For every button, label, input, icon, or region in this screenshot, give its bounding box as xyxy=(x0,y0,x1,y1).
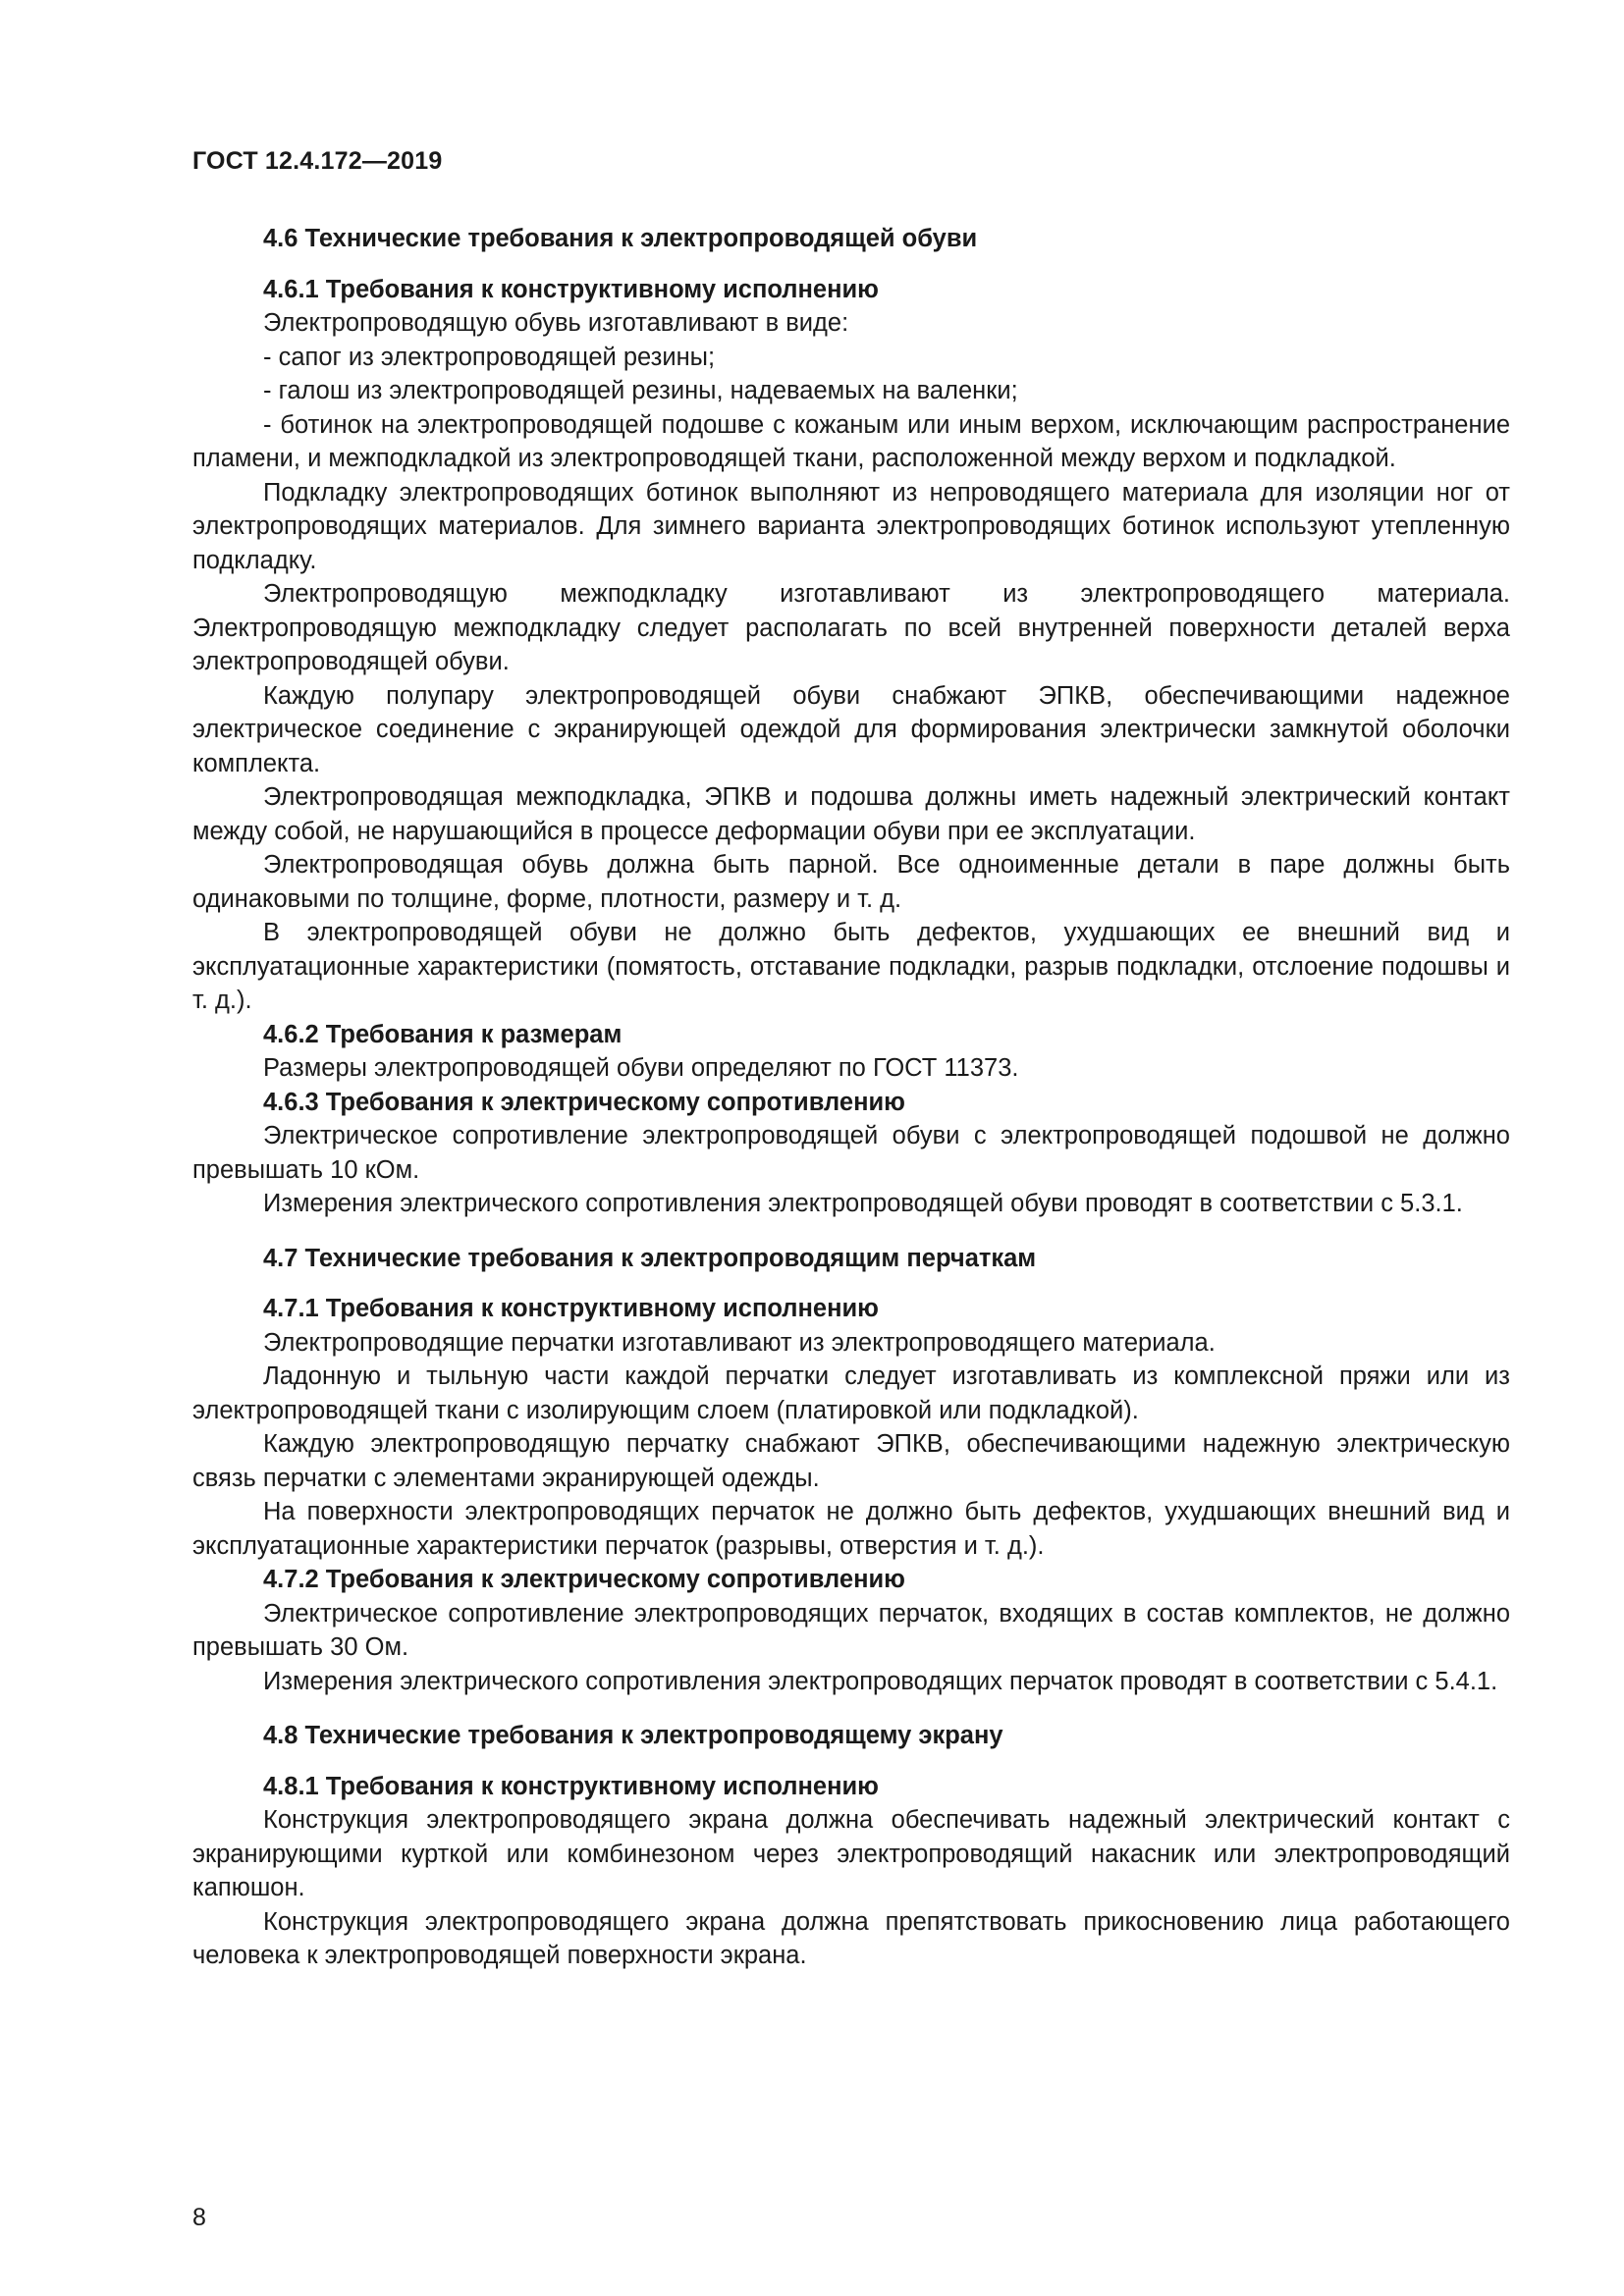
subsection-heading: 4.7.2 Требования к электрическому сопротивлению xyxy=(263,1566,905,1593)
body-paragraph: - галош из электропроводящей резины, надеваемых на валенки; xyxy=(263,377,1018,404)
body-paragraph: Электропроводящая обувь должна быть парной. Все одноименные детали в паре должны быть одинаковыми по толщине, форме, плотности, размеру и т. д. xyxy=(192,851,1510,913)
body-paragraph: Измерения электрического сопротивления электропроводящей обуви проводят в соответствии с 5.3.1. xyxy=(263,1190,1463,1217)
body-paragraph: Электропроводящие перчатки изготавливают из электропроводящего материала. xyxy=(263,1328,1216,1357)
body-paragraph: - ботинок на электропроводящей подошве с кожаным или иным верхом, исключающим распространение пламени, и межподкладкой из электропроводящей ткани, расположенной между верхом и подкладкой. xyxy=(192,410,1510,472)
document-header: ГОСТ 12.4.172—2019 xyxy=(192,147,443,175)
section-heading: 4.8 Технические требования к электропроводящему экрану xyxy=(263,1722,1003,1749)
body-paragraph: Конструкция электропроводящего экрана должна препятствовать прикосновению лица работающего человека к электропроводящей поверхности экрана. xyxy=(192,1907,1510,1969)
body-paragraph: Электропроводящую обувь изготавливают в виде: xyxy=(263,309,849,337)
body-paragraph: Ладонную и тыльную части каждой перчатки следует изготавливать из комплексной пряжи или из электропроводящей ткани с изолирующим слоем (платировкой или подкладкой). xyxy=(192,1362,1510,1424)
body-paragraph: Конструкция электропроводящего экрана должна обеспечивать надежный электрический контакт с экранирующими курткой или комбинезоном через электропроводящий накасник или электропроводящий капюшон. xyxy=(192,1806,1510,1901)
body-paragraph: Подкладку электропроводящих ботинок выполняют из непроводящего материала для изоляции ног от электропроводящих материалов. Для зимнего варианта электропроводящих ботинок используют утепленную подкладку. xyxy=(192,478,1510,574)
document-body xyxy=(192,222,1510,1973)
body-paragraph: Электропроводящую межподкладку изготавливают из электропроводящего материала. Электропроводящую межподкладку следует располагать по всей внутренней поверхности деталей верха электропроводящей обуви. xyxy=(192,580,1510,675)
body-paragraph: Размеры электропроводящей обуви определяют по ГОСТ 11373. xyxy=(263,1054,1019,1082)
subsection-heading: 4.8.1 Требования к конструктивному исполнению xyxy=(263,1772,879,1800)
body-paragraph: Каждую электропроводящую перчатку снабжают ЭПКВ, обеспечивающими надежную электрическую связь перчатки с элементами экранирующей одежды. xyxy=(192,1430,1510,1492)
subsection-heading: 4.6.1 Требования к конструктивному исполнению xyxy=(263,275,879,303)
body-paragraph: Измерения электрического сопротивления электропроводящих перчаток проводят в соответствии с 5.4.1. xyxy=(263,1667,1498,1695)
page-number: 8 xyxy=(192,2204,206,2231)
section-heading: 4.7 Технические требования к электропроводящим перчаткам xyxy=(263,1244,1037,1272)
body-paragraph: На поверхности электропроводящих перчаток не должно быть дефектов, ухудшающих внешний вид и эксплуатационные характеристики перчаток (разрывы, отверстия и т. д.). xyxy=(192,1498,1510,1560)
subsection-heading: 4.6.2 Требования к размерам xyxy=(263,1020,623,1048)
body-paragraph: Электропроводящая межподкладка, ЭПКВ и подошва должны иметь надежный электрический контакт между собой, не нарушающийся в процессе деформации обуви при ее эксплуатации. xyxy=(192,783,1510,845)
body-paragraph: В электропроводящей обуви не должно быть дефектов, ухудшающих ее внешний вид и эксплуатационные характеристики (помятость, отставание подкладки, разрыв подкладки, отслоение подошвы и т. д.). xyxy=(192,919,1510,1014)
subsection-heading: 4.6.3 Требования к электрическому сопротивлению xyxy=(263,1088,905,1116)
body-paragraph: Электрическое сопротивление электропроводящей обуви с электропроводящей подошвой не должно превышать 10 кОм. xyxy=(192,1122,1510,1184)
section-heading: 4.6 Технические требования к электропроводящей обуви xyxy=(263,225,978,252)
subsection-heading: 4.7.1 Требования к конструктивному исполнению xyxy=(263,1295,879,1322)
body-paragraph: - сапог из электропроводящей резины; xyxy=(263,343,716,371)
body-paragraph: Электрическое сопротивление электропроводящих перчаток, входящих в состав комплектов, не должно превышать 30 Ом. xyxy=(192,1599,1510,1661)
body-paragraph: Каждую полупару электропроводящей обуви снабжают ЭПКВ, обеспечивающими надежное электрическое соединение с экранирующей одеждой для формирования электрически замкнутой оболочки комплекта. xyxy=(192,681,1510,777)
